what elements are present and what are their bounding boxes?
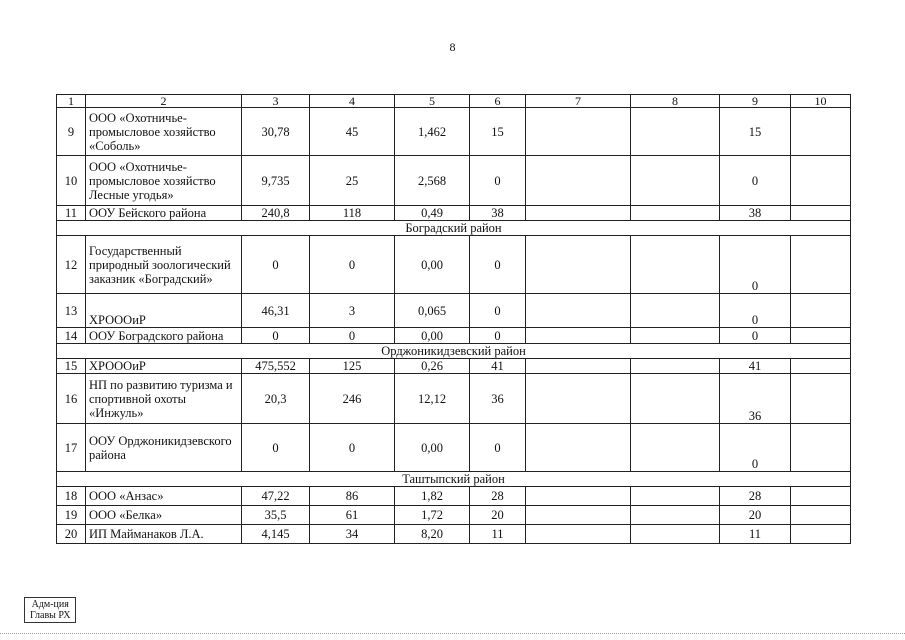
value-cell-6: 20	[470, 506, 526, 525]
value-cell-4: 3	[310, 294, 395, 328]
table-row	[57, 328, 851, 344]
row-number-cell: 13	[57, 294, 86, 328]
value-cell-3: 9,735	[242, 156, 310, 206]
value-cell-5: 1,462	[395, 108, 470, 156]
value-cell-3: 240,8	[242, 206, 310, 221]
row-number-cell: 10	[57, 156, 86, 206]
value-cell-9: 41	[720, 359, 791, 374]
value-cell-9: 0	[720, 156, 791, 206]
value-cell-5: 2,568	[395, 156, 470, 206]
value-cell-8	[631, 294, 720, 328]
organization-cell: ООО «Анзас»	[86, 487, 242, 506]
district-name: Боградский район	[57, 221, 851, 236]
value-cell-7	[526, 487, 631, 506]
value-cell-7	[526, 506, 631, 525]
row-number-cell: 16	[57, 374, 86, 424]
organization-cell: НП по развитию туризма и спортивной охоты «Инжуль»	[86, 374, 242, 424]
value-cell-5: 1,82	[395, 487, 470, 506]
value-cell-4: 118	[310, 206, 395, 221]
stamp-line-1: Адм-ция	[31, 599, 69, 610]
row-number-cell: 18	[57, 487, 86, 506]
value-cell-7	[526, 294, 631, 328]
hunting-grounds-table	[56, 94, 851, 544]
organization-cell: ООО «Охотничье-промысловое хозяйство «Соболь»	[86, 108, 242, 156]
row-number-cell: 12	[57, 236, 86, 294]
row-number-cell: 20	[57, 525, 86, 544]
value-cell-6: 15	[470, 108, 526, 156]
value-cell-3: 30,78	[242, 108, 310, 156]
value-cell-6: 11	[470, 525, 526, 544]
value-cell-4: 246	[310, 374, 395, 424]
district-name: Орджоникидзевский район	[57, 344, 851, 359]
table-row	[57, 206, 851, 221]
value-cell-7	[526, 359, 631, 374]
value-cell-5: 12,12	[395, 374, 470, 424]
row-number-cell: 14	[57, 328, 86, 344]
table-row	[57, 424, 851, 472]
column-header-row	[57, 95, 851, 108]
value-cell-8	[631, 108, 720, 156]
value-cell-5: 8,20	[395, 525, 470, 544]
office-stamp	[24, 597, 76, 623]
value-cell-6: 0	[470, 156, 526, 206]
value-cell-10	[791, 328, 851, 344]
value-cell-3: 47,22	[242, 487, 310, 506]
value-cell-9: 38	[720, 206, 791, 221]
value-cell-6: 0	[470, 236, 526, 294]
value-cell-7	[526, 328, 631, 344]
value-cell-6: 38	[470, 206, 526, 221]
district-header-row	[57, 221, 851, 236]
value-cell-5: 0,065	[395, 294, 470, 328]
value-cell-8	[631, 206, 720, 221]
value-cell-3: 0	[242, 236, 310, 294]
value-cell-9: 0	[720, 294, 791, 328]
value-cell-4: 0	[310, 328, 395, 344]
value-cell-7	[526, 108, 631, 156]
value-cell-10	[791, 374, 851, 424]
value-cell-9: 0	[720, 424, 791, 472]
value-cell-3: 475,552	[242, 359, 310, 374]
value-cell-10	[791, 359, 851, 374]
value-cell-8	[631, 156, 720, 206]
table-row	[57, 108, 851, 156]
value-cell-7	[526, 236, 631, 294]
organization-cell: ХРОООиР	[86, 359, 242, 374]
scan-edge-line	[0, 633, 905, 635]
value-cell-9: 11	[720, 525, 791, 544]
column-header: 10	[791, 95, 851, 108]
table-row	[57, 236, 851, 294]
value-cell-6: 0	[470, 424, 526, 472]
value-cell-6: 0	[470, 328, 526, 344]
value-cell-4: 61	[310, 506, 395, 525]
value-cell-8	[631, 424, 720, 472]
value-cell-4: 125	[310, 359, 395, 374]
value-cell-10	[791, 525, 851, 544]
value-cell-8	[631, 328, 720, 344]
value-cell-4: 25	[310, 156, 395, 206]
column-header: 8	[631, 95, 720, 108]
value-cell-10	[791, 156, 851, 206]
column-header: 3	[242, 95, 310, 108]
value-cell-8	[631, 374, 720, 424]
value-cell-9: 0	[720, 236, 791, 294]
value-cell-4: 45	[310, 108, 395, 156]
value-cell-3: 46,31	[242, 294, 310, 328]
value-cell-9: 36	[720, 374, 791, 424]
value-cell-3: 0	[242, 424, 310, 472]
value-cell-9: 0	[720, 328, 791, 344]
value-cell-5: 0,00	[395, 236, 470, 294]
table-row	[57, 487, 851, 506]
value-cell-4: 0	[310, 236, 395, 294]
value-cell-6: 36	[470, 374, 526, 424]
row-number-cell: 17	[57, 424, 86, 472]
value-cell-3: 35,5	[242, 506, 310, 525]
value-cell-7	[526, 156, 631, 206]
district-name: Таштыпский район	[57, 472, 851, 487]
value-cell-10	[791, 206, 851, 221]
value-cell-7	[526, 374, 631, 424]
value-cell-9: 20	[720, 506, 791, 525]
row-number-cell: 19	[57, 506, 86, 525]
value-cell-10	[791, 108, 851, 156]
value-cell-8	[631, 236, 720, 294]
organization-cell: ООУ Боградского района	[86, 328, 242, 344]
row-number-cell: 9	[57, 108, 86, 156]
value-cell-3: 4,145	[242, 525, 310, 544]
value-cell-5: 0,00	[395, 328, 470, 344]
value-cell-6: 0	[470, 294, 526, 328]
value-cell-8	[631, 359, 720, 374]
value-cell-3: 20,3	[242, 374, 310, 424]
value-cell-10	[791, 236, 851, 294]
organization-cell: ООО «Белка»	[86, 506, 242, 525]
district-header-row	[57, 344, 851, 359]
value-cell-4: 86	[310, 487, 395, 506]
value-cell-8	[631, 525, 720, 544]
table-row	[57, 156, 851, 206]
value-cell-6: 41	[470, 359, 526, 374]
value-cell-4: 34	[310, 525, 395, 544]
column-header: 6	[470, 95, 526, 108]
value-cell-4: 0	[310, 424, 395, 472]
column-header: 7	[526, 95, 631, 108]
column-header: 2	[86, 95, 242, 108]
value-cell-10	[791, 294, 851, 328]
column-header: 9	[720, 95, 791, 108]
value-cell-5: 0,49	[395, 206, 470, 221]
column-header: 4	[310, 95, 395, 108]
value-cell-7	[526, 424, 631, 472]
page-number: 8	[449, 40, 456, 54]
value-cell-6: 28	[470, 487, 526, 506]
value-cell-5: 0,00	[395, 424, 470, 472]
table-row	[57, 374, 851, 424]
organization-cell: ИП Майманаков Л.А.	[86, 525, 242, 544]
table-row	[57, 359, 851, 374]
value-cell-7	[526, 206, 631, 221]
row-number-cell: 11	[57, 206, 86, 221]
value-cell-8	[631, 506, 720, 525]
value-cell-10	[791, 424, 851, 472]
value-cell-5: 0,26	[395, 359, 470, 374]
table-row	[57, 506, 851, 525]
value-cell-5: 1,72	[395, 506, 470, 525]
organization-cell: ХРОООиР	[86, 294, 242, 328]
value-cell-10	[791, 506, 851, 525]
organization-cell: ООО «Охотничье-промысловое хозяйство Лесные угодья»	[86, 156, 242, 206]
organization-cell: Государственный природный зоологический заказник «Боградский»	[86, 236, 242, 294]
column-header: 5	[395, 95, 470, 108]
row-number-cell: 15	[57, 359, 86, 374]
organization-cell: ООУ Бейского района	[86, 206, 242, 221]
organization-cell: ООУ Орджоникидзевского района	[86, 424, 242, 472]
value-cell-3: 0	[242, 328, 310, 344]
district-header-row	[57, 472, 851, 487]
value-cell-8	[631, 487, 720, 506]
stamp-line-2: Главы РХ	[30, 610, 71, 621]
value-cell-9: 15	[720, 108, 791, 156]
column-header: 1	[57, 95, 86, 108]
table-row	[57, 525, 851, 544]
value-cell-9: 28	[720, 487, 791, 506]
value-cell-10	[791, 487, 851, 506]
table-row	[57, 294, 851, 328]
value-cell-7	[526, 525, 631, 544]
